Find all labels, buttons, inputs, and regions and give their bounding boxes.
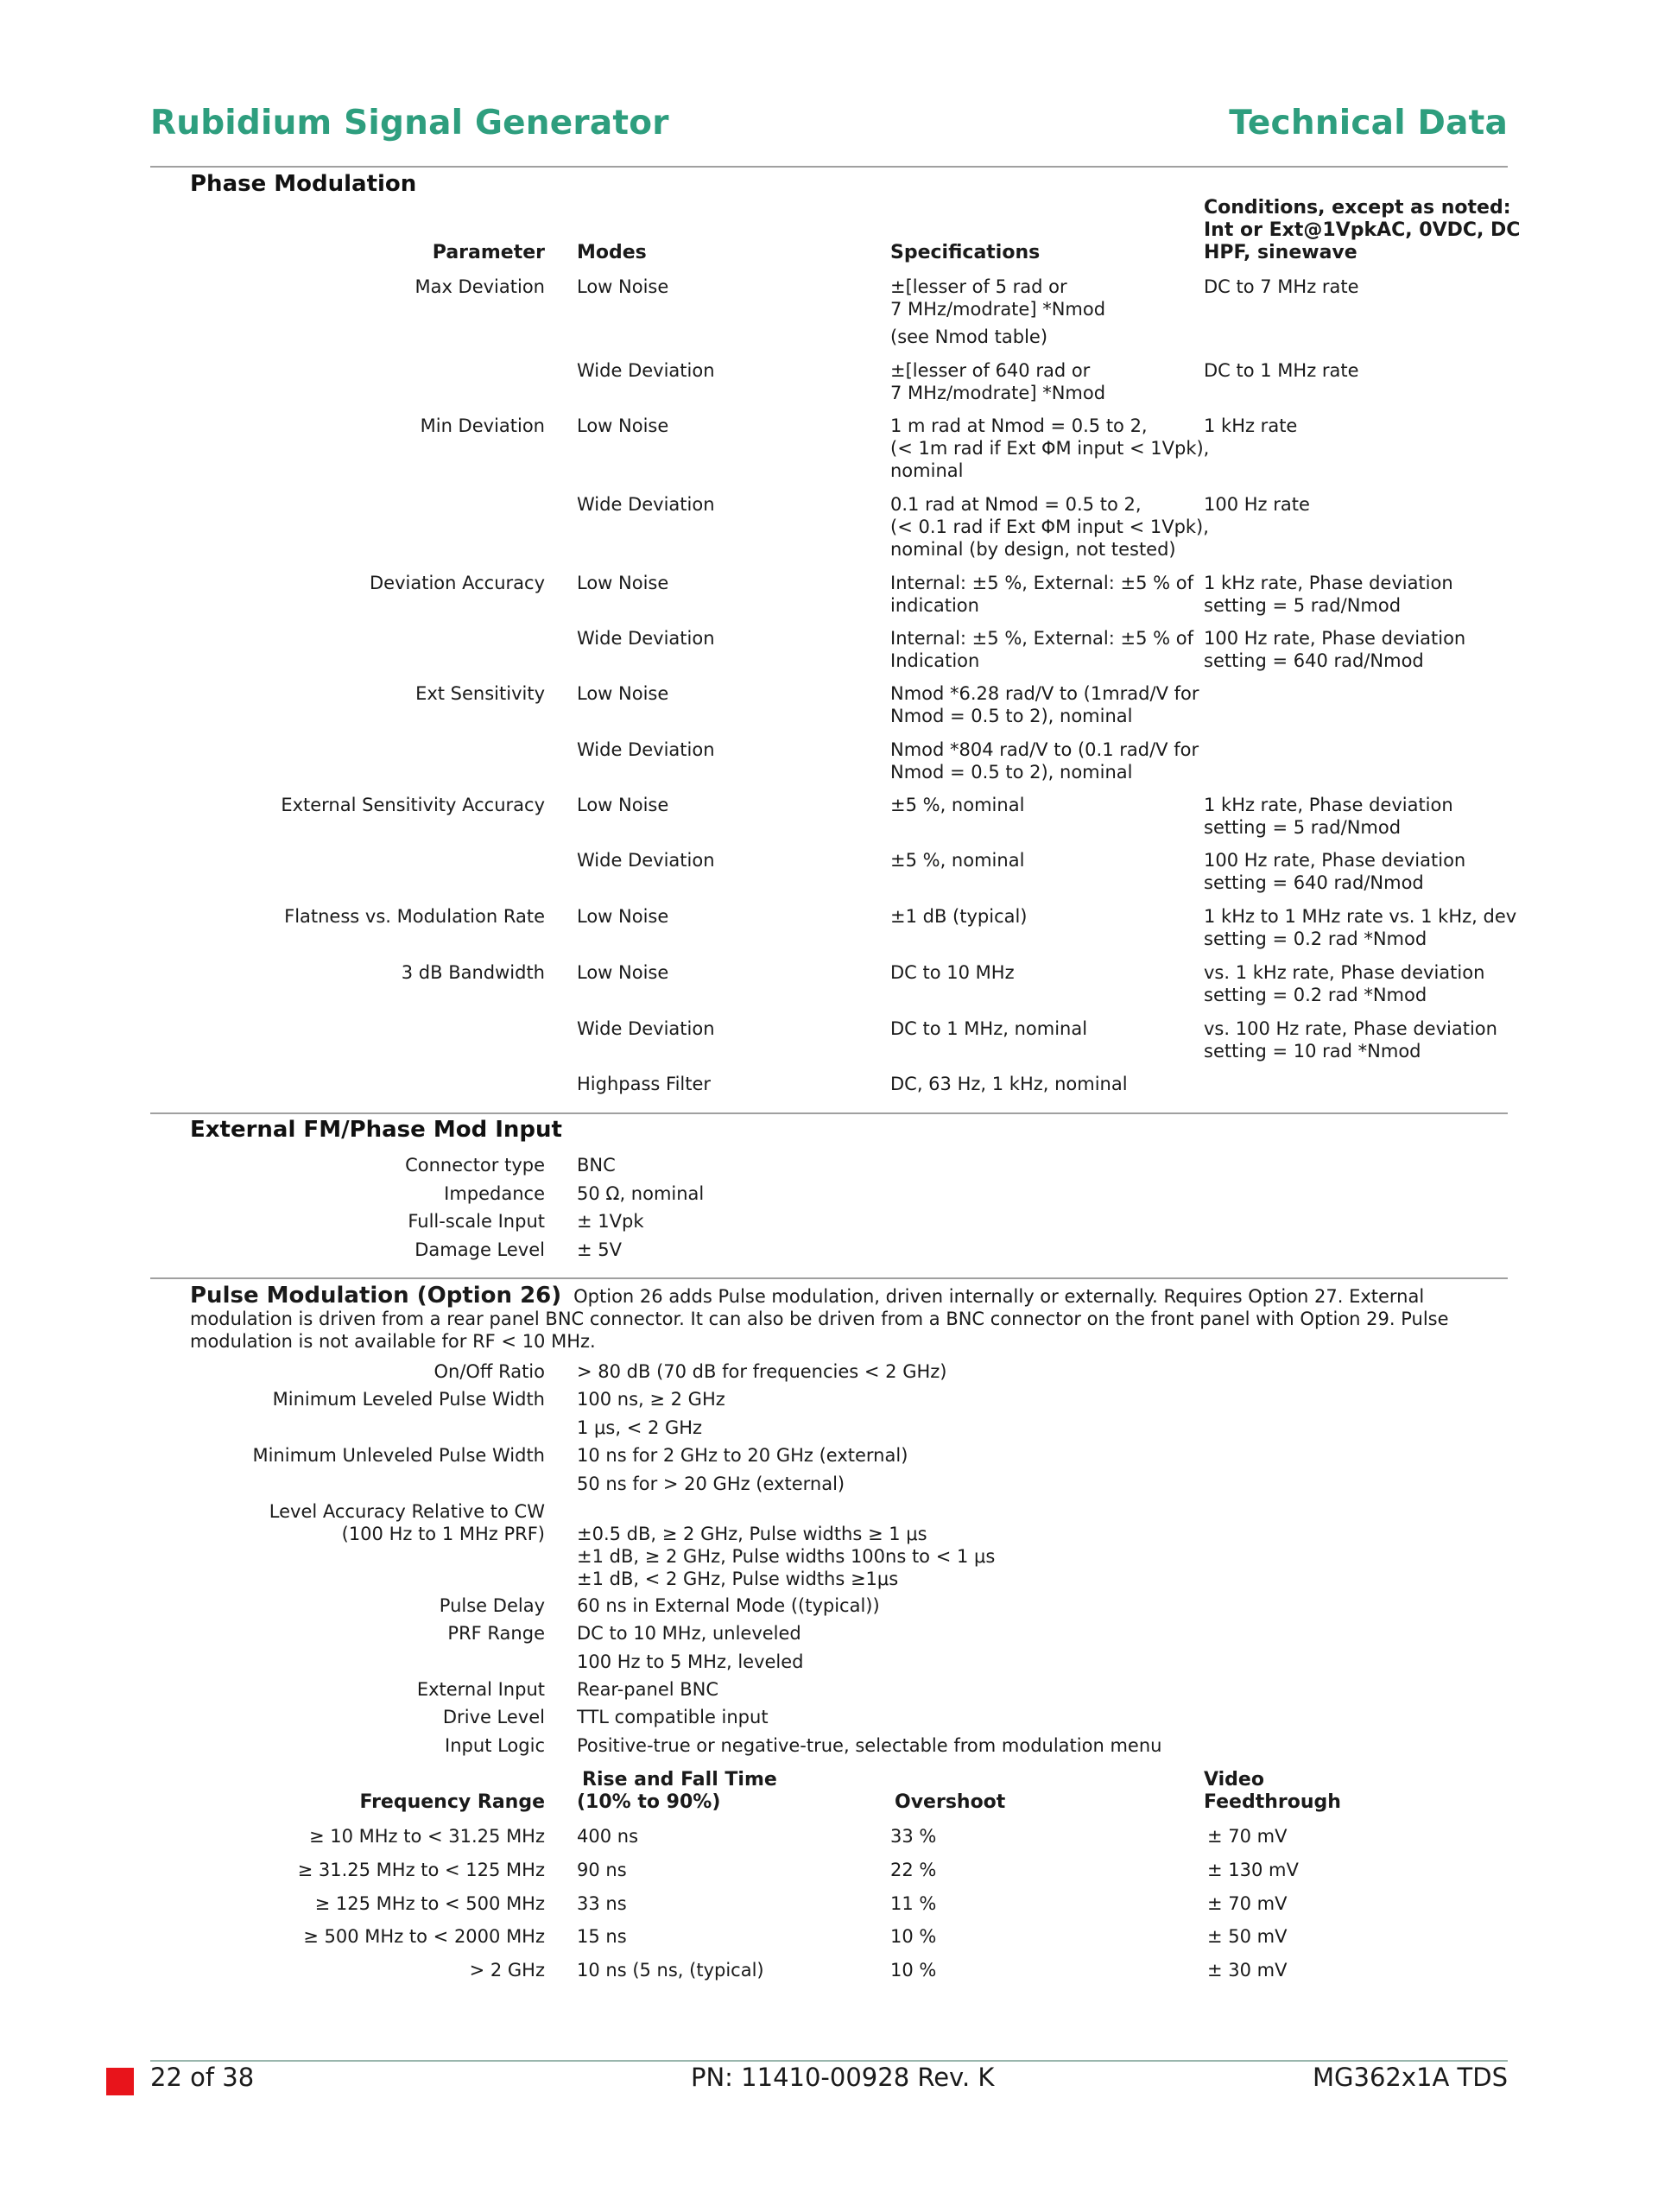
- value-cell: 50 ns for > 20 GHz (external): [577, 1474, 845, 1494]
- spec-cell: ±5 %, nominal: [890, 795, 1025, 815]
- condition-cell: setting = 640 rad/Nmod: [1204, 872, 1424, 893]
- page-header: [150, 104, 1508, 166]
- mode-cell: Low Noise: [577, 276, 669, 297]
- condition-cell: 100 Hz rate: [1204, 494, 1310, 515]
- parameter-cell: Min Deviation: [420, 415, 545, 436]
- parameter-cell: Deviation Accuracy: [370, 573, 545, 593]
- section-rule: [150, 1277, 1508, 1279]
- parameter-cell: 3 dB Bandwidth: [401, 962, 545, 983]
- rise-fall-header: Rise and Fall Time: [582, 1769, 777, 1791]
- pulse-mod-intro: [190, 1284, 1508, 1353]
- conditions-header: Int or Ext@1VpkAC, 0VDC, DC: [1204, 219, 1521, 241]
- mode-cell: Low Noise: [577, 415, 669, 436]
- spec-cell: Nmod = 0.5 to 2), nominal: [890, 706, 1133, 726]
- video-feedthrough-header: Feedthrough: [1204, 1791, 1341, 1813]
- rise-fall-cell: 33 ns: [577, 1892, 627, 1914]
- condition-cell: vs. 100 Hz rate, Phase deviation: [1204, 1018, 1497, 1039]
- overshoot-cell: 33 %: [890, 1826, 937, 1847]
- spec-cell: DC to 10 MHz: [890, 962, 1015, 983]
- value-cell: ±1 dB, ≥ 2 GHz, Pulse widths 100ns to < 1 μs: [577, 1546, 996, 1567]
- mode-cell: Wide Deviation: [577, 628, 715, 649]
- value-cell: 50 Ω, nominal: [577, 1182, 705, 1204]
- section-rule: [150, 1112, 1508, 1114]
- condition-cell: 100 Hz rate, Phase deviation: [1204, 850, 1466, 871]
- parameter-cell: External Input: [416, 1679, 545, 1700]
- spec-cell: ±1 dB (typical): [890, 906, 1028, 927]
- mode-cell: Highpass Filter: [577, 1074, 712, 1094]
- parameter-cell: On/Off Ratio: [433, 1361, 545, 1382]
- condition-cell: setting = 0.2 rad *Nmod: [1204, 929, 1427, 949]
- video-feedthrough-header: Video: [1204, 1769, 1264, 1791]
- mode-cell: Wide Deviation: [577, 494, 715, 515]
- video-feedthrough-cell: ± 70 mV: [1207, 1826, 1288, 1847]
- value-cell: 100 Hz to 5 MHz, leveled: [577, 1651, 804, 1672]
- parameter-cell: Pulse Delay: [439, 1595, 545, 1616]
- rise-fall-cell: 10 ns (5 ns, (typical): [577, 1960, 764, 1981]
- mode-cell: Low Noise: [577, 906, 669, 927]
- condition-cell: 1 kHz to 1 MHz rate vs. 1 kHz, dev: [1204, 906, 1517, 927]
- spec-cell: indication: [890, 595, 979, 616]
- value-cell: > 80 dB (70 dB for frequencies < 2 GHz): [577, 1361, 947, 1382]
- frequency-cell: > 2 GHz: [469, 1960, 545, 1981]
- pulse-mod-title: Pulse Modulation (Option 26): [190, 1283, 562, 1309]
- video-feedthrough-cell: ± 30 mV: [1207, 1960, 1288, 1981]
- condition-cell: setting = 0.2 rad *Nmod: [1204, 985, 1427, 1005]
- spec-cell: Indication: [890, 650, 980, 671]
- parameter-cell: Flatness vs. Modulation Rate: [284, 906, 545, 927]
- mode-cell: Low Noise: [577, 683, 669, 704]
- mode-cell: Low Noise: [577, 573, 669, 593]
- value-cell: ±1 dB, < 2 GHz, Pulse widths ≥1μs: [577, 1569, 899, 1589]
- spec-cell: nominal: [890, 460, 964, 481]
- spec-cell: 7 MHz/modrate] *Nmod: [890, 299, 1106, 320]
- parameter-cell: Ext Sensitivity: [415, 683, 545, 704]
- frequency-cell: ≥ 125 MHz to < 500 MHz: [314, 1892, 545, 1914]
- spec-cell: (< 1m rad if Ext ΦM input < 1Vpk),: [890, 438, 1210, 459]
- mode-cell: Wide Deviation: [577, 360, 715, 381]
- document-id: MG362x1A TDS: [1313, 2063, 1508, 2092]
- frequency-cell: ≥ 31.25 MHz to < 125 MHz: [297, 1859, 545, 1880]
- value-cell: TTL compatible input: [577, 1707, 769, 1727]
- value-cell: ± 5V: [577, 1239, 622, 1260]
- pulse-mod-description: Option 26 adds Pulse modulation, driven internally or externally. Requires Option 27. External modulation is driven from a rear panel BNC connector. It can also be driven from a BNC connector on the front panel with Option 29. Pulse modulation is not available for RF < 10 MHz.: [190, 1286, 1449, 1352]
- part-number: PN: 11410-00928 Rev. K: [691, 2063, 995, 2092]
- footer-red-mark: [106, 2068, 134, 2095]
- condition-cell: setting = 5 rad/Nmod: [1204, 595, 1402, 616]
- condition-cell: 100 Hz rate, Phase deviation: [1204, 628, 1466, 649]
- frequency-range-header: Frequency Range: [359, 1791, 545, 1813]
- spec-cell: 0.1 rad at Nmod = 0.5 to 2,: [890, 494, 1142, 515]
- page-number: 22 of 38: [150, 2063, 255, 2092]
- spec-cell: DC, 63 Hz, 1 kHz, nominal: [890, 1074, 1128, 1094]
- conditions-header: HPF, sinewave: [1204, 242, 1357, 263]
- value-cell: 10 ns for 2 GHz to 20 GHz (external): [577, 1445, 908, 1466]
- parameter-cell: External Sensitivity Accuracy: [281, 795, 545, 815]
- parameter-cell: Input Logic: [445, 1735, 545, 1756]
- modes-header: Modes: [577, 242, 647, 263]
- mode-cell: Wide Deviation: [577, 739, 715, 760]
- value-cell: Rear-panel BNC: [577, 1679, 719, 1700]
- value-cell: 1 μs, < 2 GHz: [577, 1417, 703, 1438]
- parameter-cell: Full-scale Input: [408, 1211, 545, 1232]
- spec-cell: nominal (by design, not tested): [890, 539, 1176, 560]
- rise-fall-cell: 400 ns: [577, 1826, 639, 1847]
- parameter-cell: Max Deviation: [414, 276, 545, 297]
- section-label: Technical Data: [1229, 104, 1508, 143]
- rise-fall-cell: 90 ns: [577, 1859, 627, 1880]
- phase-mod-title: Phase Modulation: [190, 171, 417, 197]
- overshoot-cell: 10 %: [890, 1960, 937, 1981]
- overshoot-cell: 22 %: [890, 1859, 937, 1880]
- value-cell: DC to 10 MHz, unleveled: [577, 1623, 801, 1644]
- parameter-cell: Drive Level: [442, 1707, 545, 1727]
- frequency-cell: ≥ 10 MHz to < 31.25 MHz: [308, 1826, 545, 1847]
- frequency-cell: ≥ 500 MHz to < 2000 MHz: [303, 1926, 545, 1948]
- document-title: Rubidium Signal Generator: [150, 104, 669, 143]
- spec-cell: Nmod *804 rad/V to (0.1 rad/V for: [890, 739, 1199, 760]
- parameter-cell: PRF Range: [447, 1623, 545, 1644]
- overshoot-header: Overshoot: [895, 1791, 1006, 1813]
- condition-cell: vs. 1 kHz rate, Phase deviation: [1204, 962, 1485, 983]
- value-cell: 100 ns, ≥ 2 GHz: [577, 1389, 725, 1410]
- spec-cell: Internal: ±5 %, External: ±5 % of: [890, 573, 1194, 593]
- parameter-cell: (100 Hz to 1 MHz PRF): [341, 1524, 545, 1544]
- rise-fall-cell: 15 ns: [577, 1926, 627, 1948]
- header-rule: [150, 166, 1508, 168]
- parameter-cell: Damage Level: [414, 1239, 545, 1260]
- mode-cell: Wide Deviation: [577, 850, 715, 871]
- ext-fm-title: External FM/Phase Mod Input: [190, 1117, 562, 1143]
- spec-cell: Nmod = 0.5 to 2), nominal: [890, 762, 1133, 783]
- spec-cell: Internal: ±5 %, External: ±5 % of: [890, 628, 1194, 649]
- condition-cell: DC to 7 MHz rate: [1204, 276, 1359, 297]
- value-cell: ±0.5 dB, ≥ 2 GHz, Pulse widths ≥ 1 μs: [577, 1524, 927, 1544]
- video-feedthrough-cell: ± 130 mV: [1207, 1859, 1299, 1880]
- value-cell: ± 1Vpk: [577, 1211, 644, 1232]
- parameter-header: Parameter: [432, 242, 545, 263]
- condition-cell: 1 kHz rate, Phase deviation: [1204, 573, 1453, 593]
- parameter-cell: Level Accuracy Relative to CW: [269, 1501, 545, 1522]
- parameter-cell: Connector type: [405, 1155, 545, 1176]
- footer-rule: [150, 2060, 1508, 2062]
- condition-cell: 1 kHz rate: [1204, 415, 1298, 436]
- mode-cell: Low Noise: [577, 962, 669, 983]
- condition-cell: 1 kHz rate, Phase deviation: [1204, 795, 1453, 815]
- condition-cell: setting = 5 rad/Nmod: [1204, 817, 1402, 838]
- spec-cell: ±[lesser of 640 rad or: [890, 360, 1091, 381]
- conditions-header: Conditions, except as noted:: [1204, 197, 1511, 219]
- value-cell: Positive-true or negative-true, selectable from modulation menu: [577, 1735, 1162, 1756]
- value-cell: BNC: [577, 1155, 616, 1176]
- value-cell: 60 ns in External Mode ((typical)): [577, 1595, 880, 1616]
- spec-cell: 1 m rad at Nmod = 0.5 to 2,: [890, 415, 1148, 436]
- parameter-cell: Minimum Leveled Pulse Width: [272, 1389, 545, 1410]
- condition-cell: DC to 1 MHz rate: [1204, 360, 1359, 381]
- parameter-cell: Impedance: [444, 1182, 545, 1204]
- condition-cell: setting = 10 rad *Nmod: [1204, 1041, 1421, 1062]
- parameter-cell: Minimum Unleveled Pulse Width: [252, 1445, 545, 1466]
- rise-fall-header: (10% to 90%): [577, 1791, 721, 1813]
- condition-cell: setting = 640 rad/Nmod: [1204, 650, 1424, 671]
- overshoot-cell: 10 %: [890, 1926, 937, 1948]
- spec-cell: 7 MHz/modrate] *Nmod: [890, 383, 1106, 403]
- spec-cell: ±5 %, nominal: [890, 850, 1025, 871]
- mode-cell: Low Noise: [577, 795, 669, 815]
- video-feedthrough-cell: ± 50 mV: [1207, 1926, 1288, 1948]
- overshoot-cell: 11 %: [890, 1892, 937, 1914]
- specifications-header: Specifications: [890, 242, 1041, 263]
- mode-cell: Wide Deviation: [577, 1018, 715, 1039]
- spec-cell: Nmod *6.28 rad/V to (1mrad/V for: [890, 683, 1199, 704]
- spec-cell: (< 0.1 rad if Ext ΦM input < 1Vpk),: [890, 517, 1209, 537]
- spec-cell: DC to 1 MHz, nominal: [890, 1018, 1088, 1039]
- spec-cell: ±[lesser of 5 rad or: [890, 276, 1067, 297]
- video-feedthrough-cell: ± 70 mV: [1207, 1892, 1288, 1914]
- spec-cell: (see Nmod table): [890, 326, 1048, 347]
